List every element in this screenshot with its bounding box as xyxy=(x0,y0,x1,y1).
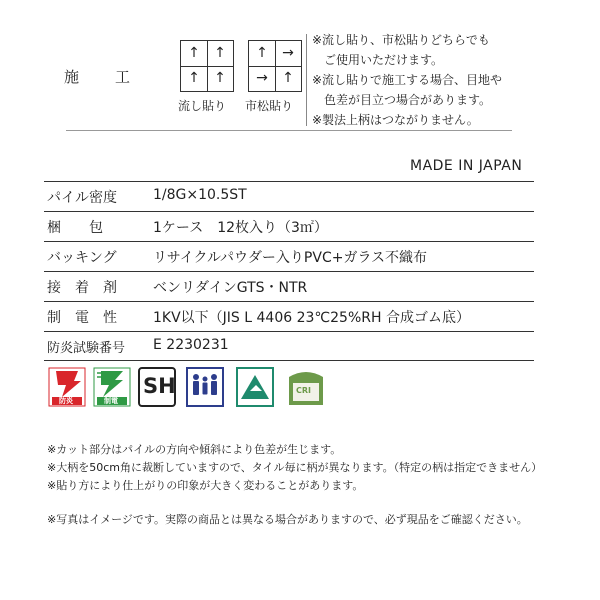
spec-value-antistatic: 1KV以下（JIS L 4406 23℃25%RH 合成ゴム底） xyxy=(153,310,470,326)
eco-triangle-icon xyxy=(236,367,274,407)
family-icon xyxy=(186,367,224,407)
note-photo-image: ※写真はイメージです。実際の商品とは異なる場合がありますので、必ず現品をご確認ください。 xyxy=(47,513,528,526)
arrow-right-icon: → xyxy=(282,45,294,61)
note-pattern-variation: ※大柄を50cm角に裁断していますので、タイル毎に柄が異なります。（特定の柄は指定できません） xyxy=(47,461,543,474)
installation-note: ※流し貼り、市松貼りどちらでも xyxy=(312,33,490,47)
pattern-label-nagashi: 流し貼り xyxy=(178,99,227,113)
spec-label-antistatic: 制 電 性 xyxy=(47,310,117,326)
arrow-up-icon: ↑ xyxy=(214,70,226,86)
flame-retardant-icon xyxy=(48,367,86,407)
installation-note: ご使用いただけます。 xyxy=(312,53,444,67)
spec-value-adhesive: ベンリダインGTS・NTR xyxy=(153,280,308,296)
sick-house-icon xyxy=(138,367,176,407)
spec-label-pile-density: パイル密度 xyxy=(47,190,117,206)
spec-value-fire-test-number: E 2230231 xyxy=(153,337,229,353)
arrow-up-icon: ↑ xyxy=(214,45,226,61)
antistatic-caption: 制電 xyxy=(104,397,118,405)
antistatic-icon xyxy=(93,367,131,407)
pattern-label-ichimatsu: 市松貼り xyxy=(245,99,294,113)
spec-value-packing: 1ケース 12枚入り（3㎡） xyxy=(153,220,328,236)
spec-label-fire-test-number: 防炎試験番号 xyxy=(47,341,126,356)
installation-label: 施 工 xyxy=(64,68,133,86)
arrow-up-icon: ↑ xyxy=(256,45,268,61)
spec-value-backing: リサイクルパウダー入りPVC+ガラス不織布 xyxy=(153,250,428,266)
arrow-right-icon: → xyxy=(256,70,268,86)
installation-notes xyxy=(312,30,502,130)
cri-label-text: CRI xyxy=(296,386,312,395)
arrow-up-icon: ↑ xyxy=(188,70,200,86)
pattern-grid-nagashi xyxy=(180,40,234,92)
arrow-up-icon: ↑ xyxy=(282,70,294,86)
flame-retardant-caption: 防炎 xyxy=(59,397,73,405)
installation-note: 色差が目立つ場合があります。 xyxy=(312,93,492,107)
cri-green-label-icon xyxy=(287,367,325,407)
sick-house-text: SH xyxy=(143,374,176,398)
note-color-difference: ※カット部分はパイルの方向や傾斜により色差が生じます。 xyxy=(47,443,342,456)
installation-note: ※流し貼りで施工する場合、目地や xyxy=(312,73,503,87)
note-installation-impression: ※貼り方により仕上がりの印象が大きく変わることがあります。 xyxy=(47,479,364,492)
made-in-label: MADE IN JAPAN xyxy=(410,158,523,174)
arrow-up-icon: ↑ xyxy=(188,45,200,61)
spec-label-adhesive: 接 着 剤 xyxy=(47,280,117,296)
installation-note: ※製法上柄はつながりません。 xyxy=(312,113,479,127)
spec-label-packing: 梱 包 xyxy=(47,220,103,236)
divider xyxy=(66,130,512,131)
pattern-grid-ichimatsu xyxy=(248,40,302,92)
spec-label-backing: バッキング xyxy=(47,250,117,266)
spec-value-pile-density: 1/8G×10.5ST xyxy=(153,187,247,203)
